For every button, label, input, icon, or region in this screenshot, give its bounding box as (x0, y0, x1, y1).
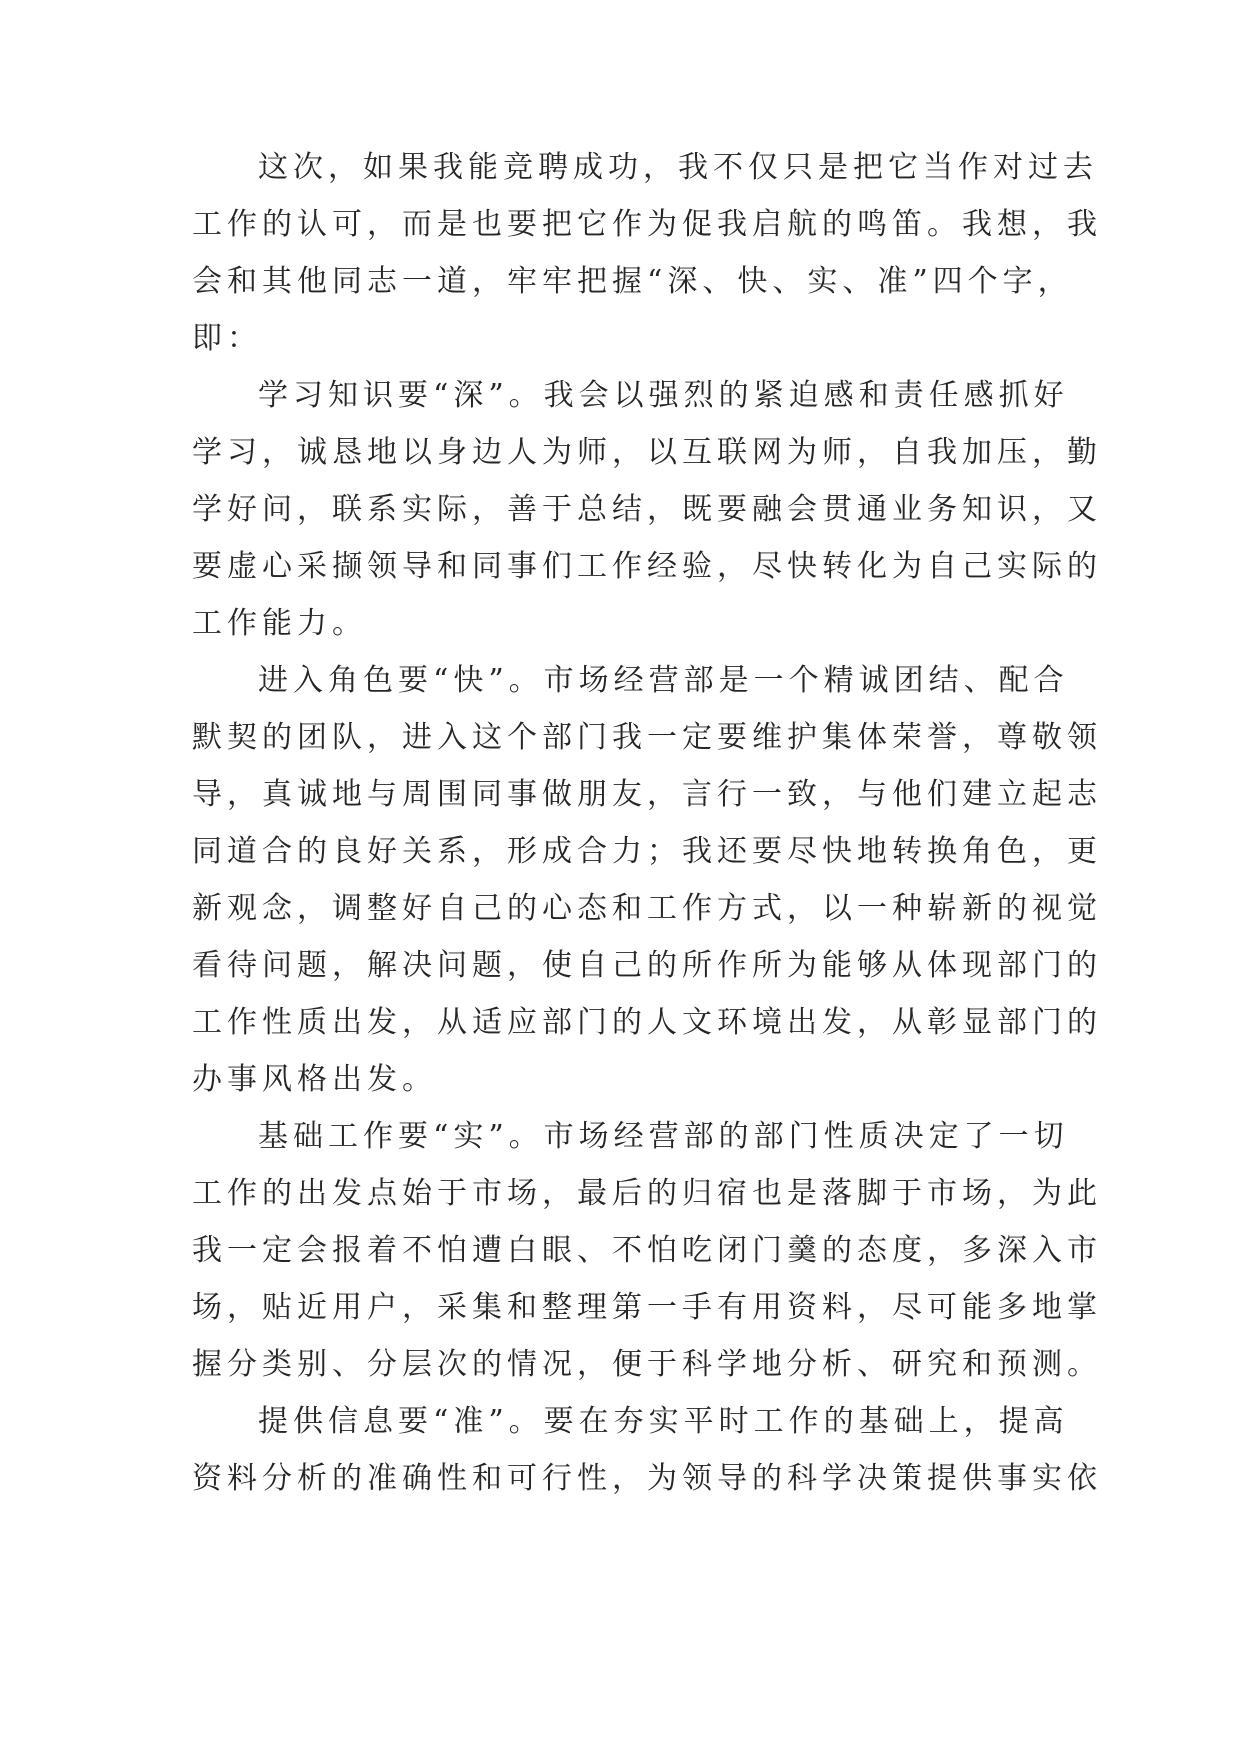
text-line: 要虚心采撷领导和同事们工作经验，尽快转化为自己实际的 (192, 549, 1102, 584)
text-line: 工作的认可，而是也要把它作为促我启航的鸣笛。我想，我 (192, 207, 1102, 242)
text-line: 资料分析的准确性和可行性，为领导的科学决策提供事实依 (192, 1461, 1102, 1496)
text-line: 提供信息要“准”。要在夯实平时工作的基础上，提高 (258, 1404, 1069, 1439)
text-line: 握分类别、分层次的情况，便于科学地分析、研究和预测。 (192, 1347, 1102, 1382)
text-line: 即： (192, 321, 262, 356)
text-line: 看待问题，解决问题，使自己的所作所为能够从体现部门的 (192, 948, 1102, 983)
text-line: 场，贴近用户，采集和整理第一手有用资料，尽可能多地掌 (192, 1290, 1102, 1325)
text-line: 会和其他同志一道，牢牢把握“深、快、实、准”四个字， (192, 264, 1073, 299)
text-line: 进入角色要“快”。市场经营部是一个精诚团结、配合 (258, 663, 1069, 698)
text-line: 办事风格出发。 (192, 1062, 437, 1097)
text-line: 学好问，联系实际，善于总结，既要融会贯通业务知识，又 (192, 492, 1102, 527)
text-line: 我一定会报着不怕遭白眼、不怕吃闭门羹的态度，多深入市 (192, 1233, 1102, 1268)
text-line: 工作性质出发，从适应部门的人文环境出发，从彰显部门的 (192, 1005, 1102, 1040)
text-line: 默契的团队，进入这个部门我一定要维护集体荣誉，尊敬领 (192, 720, 1102, 755)
text-line: 同道合的良好关系，形成合力；我还要尽快地转换角色，更 (192, 834, 1102, 869)
text-line: 基础工作要“实”。市场经营部的部门性质决定了一切 (258, 1119, 1069, 1154)
text-line: 工作的出发点始于市场，最后的归宿也是落脚于市场，为此 (192, 1176, 1102, 1211)
text-line: 这次，如果我能竞聘成功，我不仅只是把它当作对过去 (258, 150, 1098, 185)
text-line: 工作能力。 (192, 606, 367, 641)
text-line: 学习，诚恳地以身边人为师，以互联网为师，自我加压，勤 (192, 435, 1102, 470)
text-line: 新观念，调整好自己的心态和工作方式，以一种崭新的视觉 (192, 891, 1102, 926)
text-line: 导，真诚地与周围同事做朋友，言行一致，与他们建立起志 (192, 777, 1102, 812)
text-line: 学习知识要“深”。我会以强烈的紧迫感和责任感抓好 (258, 378, 1069, 413)
